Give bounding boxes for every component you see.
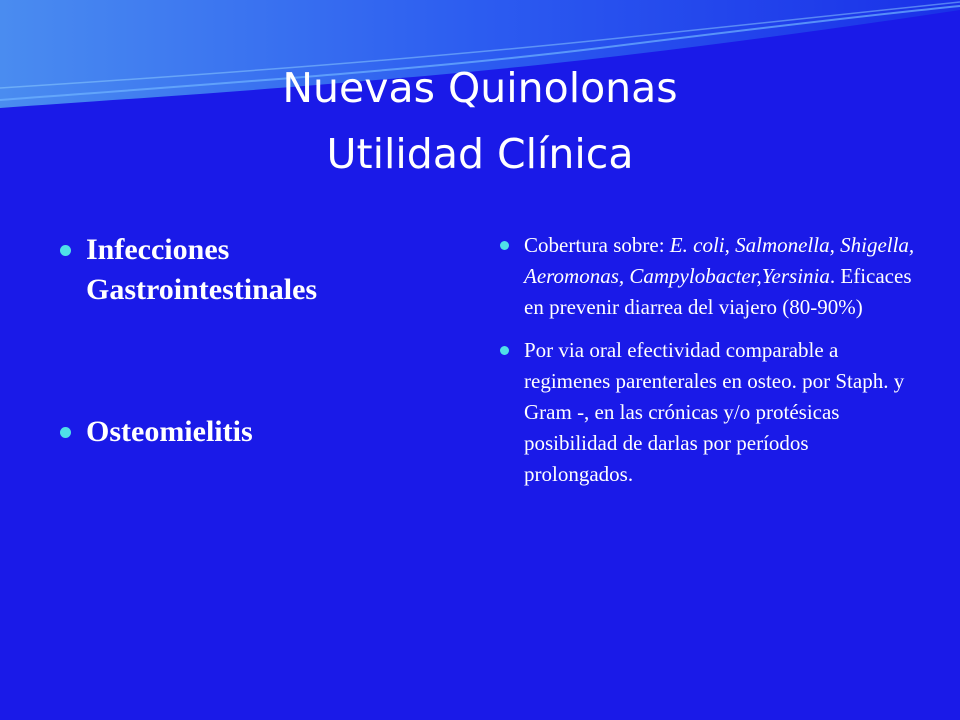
title-line-2: Utilidad Clínica (326, 130, 634, 178)
cobertura-prefix: Cobertura sobre: (524, 233, 670, 257)
bullet-dot-icon (500, 241, 509, 250)
left-bullet-osteomielitis (60, 412, 460, 452)
title-line-1: Nuevas Quinolonas (282, 64, 678, 112)
bullet-dot-icon (60, 245, 71, 256)
slide-title (130, 55, 830, 187)
left-column (60, 230, 460, 452)
left-bullet-gastrointestinal (60, 230, 426, 310)
left-bullet-label: Osteomielitis (86, 415, 253, 448)
oral-efectividad-text: Por via oral efectividad comparable a regimenes parenterales en osteo. por Staph. y Gram -, en las crónicas y/o protésicas posibilidad de darlas por períodos prolongados. (524, 338, 905, 486)
left-bullet-label: Infecciones Gastrointestinales (86, 233, 318, 306)
bullet-dot-icon (500, 346, 509, 355)
right-column (498, 230, 918, 490)
bullet-dot-icon (60, 427, 71, 438)
right-bullet-oral-efectividad (498, 335, 918, 490)
right-bullet-cobertura (498, 230, 918, 323)
cobertura-organisms: E. coli, Salmonella, Shigella, Aeromonas, Campylobacter,Yersinia (524, 233, 915, 288)
cobertura-suffix: . Eficaces en prevenir diarrea del viajero (80-90%) (524, 264, 912, 319)
